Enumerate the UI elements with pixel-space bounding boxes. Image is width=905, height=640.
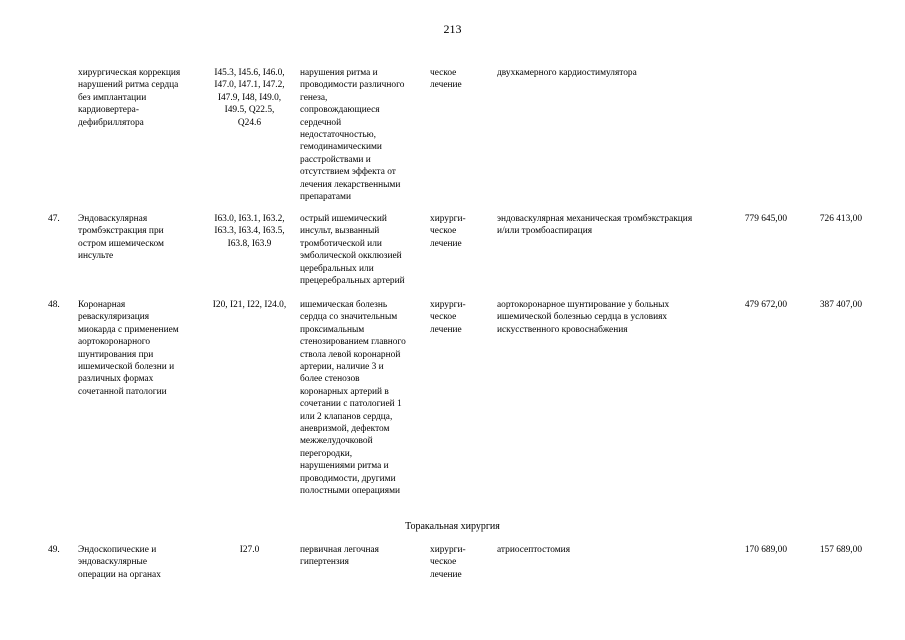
section-heading: Торакальная хирургия — [405, 521, 500, 532]
treatment-type: ческое лечение — [430, 68, 462, 91]
treatment-method: атриосептостомия — [497, 545, 571, 555]
cost-value: 479 672,00 — [744, 300, 787, 310]
cost-value-2: 387 407,00 — [819, 300, 862, 310]
treatment-type: хирурги- ческое лечение — [430, 545, 466, 580]
procedure-name: хирургическая коррекция нарушений ритма сердца без имплантации кардиовертера- дефибриллятора — [78, 68, 181, 128]
treatment-method: эндоваскулярная механическая тромбэкстракция и/или тромбоаспирация — [497, 214, 693, 237]
patient-model: острый ишемический инсульт, вызванный тромботической или эмболической окклюзией церебральных или прецеребральных артерий — [300, 214, 405, 287]
treatment-type: хирурги- ческое лечение — [430, 300, 466, 335]
procedure-name: Эндоваскулярная тромбэкстракция при остром ишемическом инсульте — [78, 214, 164, 262]
icd-codes: I45.3, I45.6, I46.0, I47.0, I47.1, I47.2, I47.9, I48, I49.0, I49.5, Q22.5, Q24.6 — [214, 68, 285, 128]
page-number: 213 — [443, 22, 462, 36]
cost-value: 170 689,00 — [744, 545, 787, 555]
icd-codes: I20, I21, I22, I24.0, — [212, 300, 287, 310]
treatment-type: хирурги- ческое лечение — [430, 214, 466, 249]
cost-value: 779 645,00 — [744, 214, 787, 224]
patient-model: первичная легочная гипертензия — [300, 545, 379, 568]
treatment-method: двухкамерного кардиостимулятора — [497, 68, 637, 78]
treatment-method: аортокоронарное шунтирование у больных ишемической болезнью сердца в условиях искусственного кровоснабжения — [497, 300, 670, 335]
patient-model: ишемическая болезнь сердца со значительным проксимальным стенозированием главного ствола левой коронарной артерии, наличие 3 и более стенозов коронарных артерий в сочетании с патологией 1 или 2 клапанов сердца, аневризмой, дефектом межжелудочковой перегородки, нарушениями ритма и проводимости, другими полостными операциями — [300, 300, 406, 497]
icd-codes: I63.0, I63.1, I63.2, I63.3, I63.4, I63.5, I63.8, I63.9 — [214, 214, 285, 249]
procedure-name: Эндоскопические и эндоваскулярные операции на органах — [78, 545, 161, 580]
icd-codes: I27.0 — [239, 545, 260, 555]
cost-value-2: 726 413,00 — [819, 214, 862, 224]
cost-value-2: 157 689,00 — [819, 545, 862, 555]
row-number: 48. — [48, 300, 60, 310]
patient-model: нарушения ритма и проводимости различного генеза, сопровождающиеся сердечной недостаточностью, гемодинамическими расстройствами и отсутствием эффекта от лечения лекарственными препаратами — [300, 68, 405, 203]
procedure-name: Коронарная реваскуляризация миокарда с применением аортокоронарного шунтирования при ишемической болезни и различных формах сочетанной патологии — [78, 300, 179, 397]
row-number: 49. — [48, 545, 60, 555]
row-number: 47. — [48, 214, 60, 224]
